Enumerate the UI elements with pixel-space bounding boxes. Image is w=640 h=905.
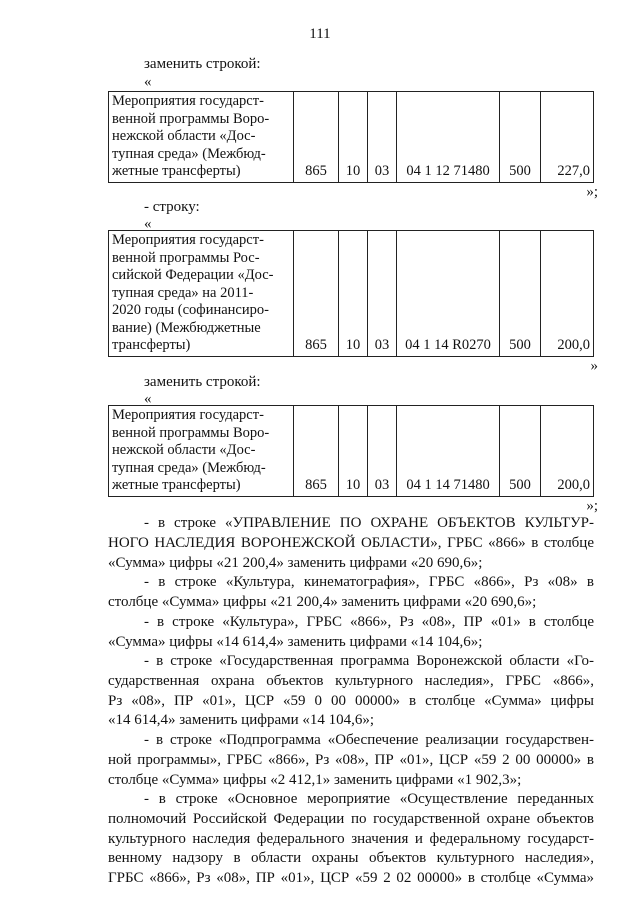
budget-row-table-2: [108, 230, 594, 357]
paragraph-line: столбце «Сумма» цифры «21 200,4» заменить цифрами «20 690,6»;: [108, 593, 537, 610]
paragraph-line: ГРБС «866», Рз «08», ПР «01», ЦСР «59 2 02 00000» в столбце «Сумма»: [108, 870, 594, 887]
paragraph-line: «14 614,4» заменить цифрами «14 104,6»;: [108, 712, 375, 729]
row-name-line: нежской области «Дос-: [112, 128, 256, 144]
paragraph-6: [108, 790, 594, 889]
pr-cell: 03: [368, 92, 397, 183]
close-quote-2: »: [590, 358, 598, 374]
row-name-line: сийской Федерации «Дос-: [112, 267, 274, 283]
paragraph-line: - в строке «Культура, кинематография», ГРБС «866», Рз «08» в: [144, 574, 594, 590]
open-quote-2: «: [144, 216, 152, 232]
sum-cell: 227,0: [541, 92, 594, 183]
row-name-line: 2020 годы (софинансиро-: [112, 302, 269, 318]
csr-cell: 04 1 14 71480: [397, 406, 500, 497]
page-number: 111: [309, 26, 331, 42]
row-name-line: венной программы Воро-: [112, 424, 270, 441]
row-name-line: Мероприятия государст-: [112, 93, 264, 109]
open-quote-1: «: [144, 74, 152, 90]
paragraph-line: - в строке «Подпрограмма «Обеспечение реализации государствен-: [144, 732, 594, 748]
row-name-line: жетные трансферты): [112, 477, 241, 493]
grbs-cell: 865: [294, 92, 339, 183]
row-name-line: Мероприятия государст-: [112, 232, 264, 248]
grbs-cell: 865: [294, 406, 339, 497]
rz-cell: 10: [339, 231, 368, 357]
row-name-line: венной программы Рос-: [112, 249, 260, 266]
paragraph-line: культурного наследия федерального значения и федеральному государст-: [108, 830, 594, 847]
paragraph-line: столбце «Сумма» цифры «2 412,1» заменить цифрами «1 902,3»;: [108, 771, 522, 788]
row-name-line: жетные трансферты): [112, 163, 241, 179]
open-quote-3: «: [144, 391, 152, 407]
row-name-line: Мероприятия государст-: [112, 407, 264, 423]
sum-cell: 200,0: [541, 406, 594, 497]
replace-with-label-1: заменить строкой:: [144, 56, 261, 72]
paragraph-4: [108, 652, 594, 731]
row-name-line: тупная среда» (Межбюд-: [112, 459, 266, 476]
paragraph-line: ной программы», ГРБС «866», Рз «08», ПР «01», ЦСР «59 2 00 00000» в: [108, 751, 594, 768]
row-name-cell: [109, 92, 294, 183]
replace-with-label-2: заменить строкой:: [144, 374, 261, 390]
row-name-line: вание) (Межбюджетные: [112, 319, 261, 336]
paragraph-2: [108, 573, 594, 613]
pr-cell: 03: [368, 231, 397, 357]
csr-cell: 04 1 14 R0270: [397, 231, 500, 357]
paragraph-line: Рз «08», ПР «01», ЦСР «59 0 00 00000» в столбце «Сумма» цифры: [108, 692, 594, 709]
close-quote-1: »;: [586, 184, 598, 200]
budget-row-table-1: [108, 91, 594, 183]
paragraph-5: [108, 731, 594, 790]
paragraph-line: НОГО НАСЛЕДИЯ ВОРОНЕЖСКОЙ ОБЛАСТИ», ГРБС «866» в столбце: [108, 534, 594, 551]
paragraph-line: «Сумма» цифры «21 200,4» заменить цифрами «20 690,6»;: [108, 554, 483, 571]
row-name-line: венной программы Воро-: [112, 110, 270, 127]
row-name-line: тупная среда» на 2011-: [112, 284, 254, 301]
row-name-line: нежской области «Дос-: [112, 442, 256, 458]
paragraph-line: «Сумма» цифры «14 614,4» заменить цифрами «14 104,6»;: [108, 633, 483, 650]
paragraph-3: [108, 613, 594, 653]
rz-cell: 10: [339, 406, 368, 497]
row-name-line: тупная среда» (Межбюд-: [112, 145, 266, 162]
sum-cell: 200,0: [541, 231, 594, 357]
grbs-cell: 865: [294, 231, 339, 357]
pr-cell: 03: [368, 406, 397, 497]
close-quote-3: »;: [586, 498, 598, 514]
vr-cell: 500: [500, 231, 541, 357]
paragraph-line: - в строке «Культура», ГРБС «866», Рз «08», ПР «01» в столбце: [144, 614, 594, 630]
row-name-cell: [109, 406, 294, 497]
vr-cell: 500: [500, 92, 541, 183]
paragraph-line: - в строке «Основное мероприятие «Осуществление переданных: [144, 791, 594, 807]
paragraph-line: - в строке «Государственная программа Воронежской области «Го-: [144, 653, 594, 669]
budget-row-table-3: [108, 405, 594, 497]
row-label: - строку:: [144, 199, 200, 215]
rz-cell: 10: [339, 92, 368, 183]
csr-cell: 04 1 12 71480: [397, 92, 500, 183]
paragraph-1: [108, 514, 594, 573]
paragraph-line: сударственная охрана объектов культурного наследия», ГРБС «866»,: [108, 672, 594, 689]
paragraph-line: полномочий Российской Федерации по государственной охране объектов: [108, 810, 594, 827]
row-name-line: трансферты): [112, 337, 191, 353]
paragraph-line: венному надзору в области охраны объектов культурного наследия»,: [108, 850, 594, 867]
vr-cell: 500: [500, 406, 541, 497]
paragraph-line: - в строке «УПРАВЛЕНИЕ ПО ОХРАНЕ ОБЪЕКТОВ КУЛЬТУР-: [144, 515, 594, 531]
row-name-cell: [109, 231, 294, 357]
